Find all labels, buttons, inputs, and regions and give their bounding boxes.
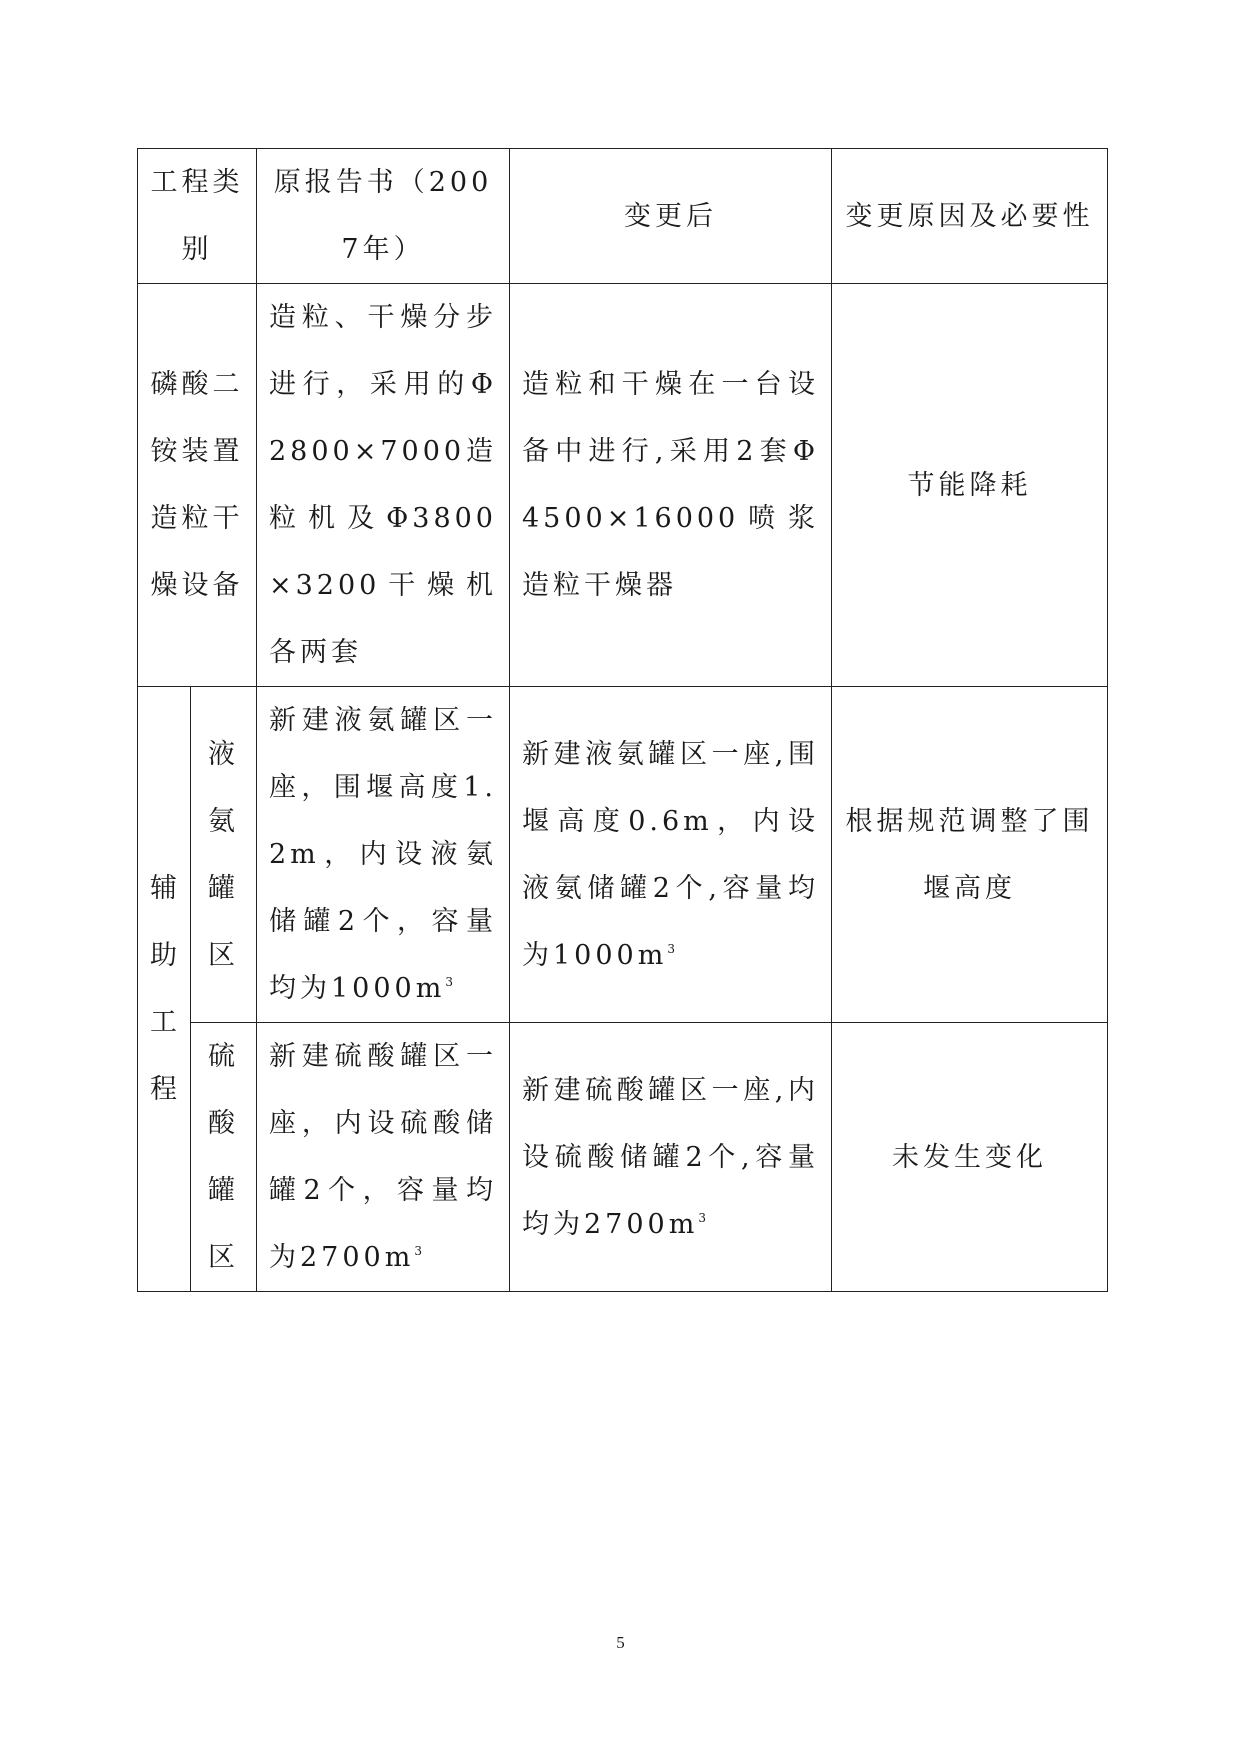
- header-original: 原报告书（2007年）: [257, 149, 510, 284]
- original-ammonia: 新建液氨罐区一座，围堰高度1.2m，内设液氨储罐2个，容量均为$1000m^3$: [257, 687, 510, 1023]
- header-row: [138, 149, 1108, 284]
- category-auxiliary: 辅助工程: [138, 687, 191, 1292]
- change-comparison-table: [137, 148, 1108, 1292]
- after-sulfuric: 新建硫酸罐区一座,内设硫酸储罐2个,容量均为$2700m^3$: [510, 1023, 832, 1292]
- table-row: [138, 1023, 1108, 1292]
- subcategory-sulfuric: 硫酸罐区: [191, 1023, 257, 1292]
- category-granulation: 磷酸二铵装置造粒干燥设备: [138, 284, 257, 687]
- table-row: [138, 687, 1108, 1023]
- table-row: [138, 284, 1108, 687]
- after-granulation: 造粒和干燥在一台设备中进行,采用2套Φ4500×16000喷浆造粒干燥器: [510, 284, 832, 687]
- page-number: 5: [616, 1633, 625, 1652]
- reason-ammonia: 根据规范调整了围堰高度: [832, 687, 1108, 1023]
- header-after: 变更后: [510, 149, 832, 284]
- original-granulation: 造粒、干燥分步进行，采用的Φ2800×7000造粒机及Φ3800×3200干燥机各两套: [257, 284, 510, 687]
- reason-sulfuric: 未发生变化: [832, 1023, 1108, 1292]
- subcategory-ammonia: 液氨罐区: [191, 687, 257, 1023]
- header-reason: 变更原因及必要性: [832, 149, 1108, 284]
- original-sulfuric: 新建硫酸罐区一座，内设硫酸储罐2个，容量均为$2700m^3$: [257, 1023, 510, 1292]
- reason-granulation: 节能降耗: [832, 284, 1108, 687]
- header-category: 工程类别: [138, 149, 257, 284]
- after-ammonia: 新建液氨罐区一座,围堰高度0.6m，内设液氨储罐2个,容量均为$1000m^3$: [510, 687, 832, 1023]
